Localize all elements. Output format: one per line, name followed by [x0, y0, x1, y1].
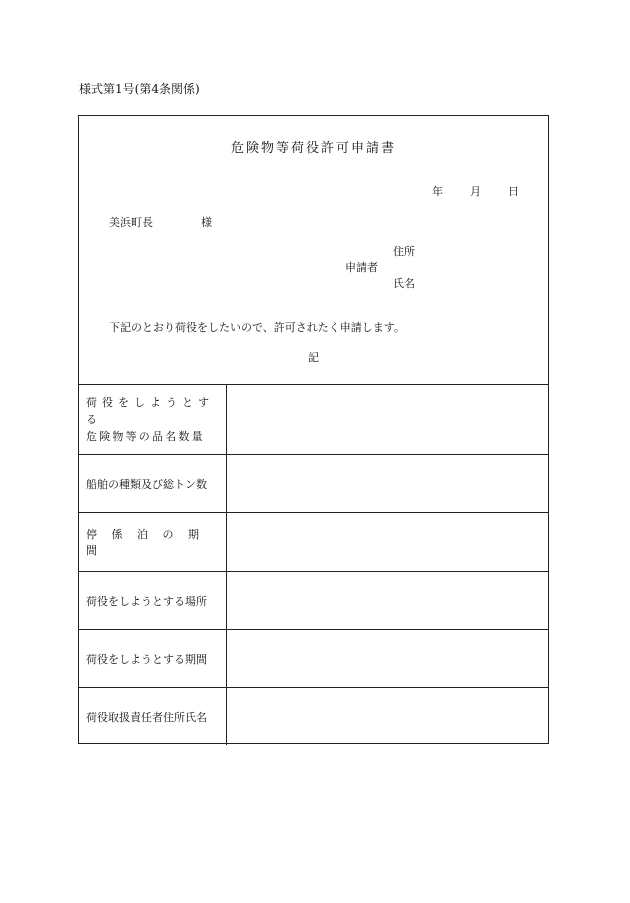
date-year-label: 年	[432, 185, 443, 198]
table-row	[79, 455, 548, 513]
row-label-line1: 荷役をしようとする	[86, 396, 214, 426]
addressee	[109, 214, 212, 230]
addressee-name: 美浜町長	[109, 216, 153, 229]
row-label-vessel: 船舶の種類及び総トン数	[79, 455, 227, 512]
applicant-address-label: 住所	[393, 245, 415, 258]
row-label-handling-period: 荷役をしようとする期間	[79, 630, 227, 687]
table-row	[79, 513, 548, 572]
row-label-goods	[79, 385, 227, 454]
form-number: 様式第1号(第4条関係)	[79, 82, 200, 96]
form-header	[79, 116, 548, 385]
table-row	[79, 572, 548, 630]
applicant-label: 申請者	[345, 261, 378, 274]
table-row	[79, 630, 548, 688]
application-form	[78, 115, 549, 744]
ki-heading: 記	[308, 351, 319, 364]
table-row	[79, 688, 548, 745]
place-value-cell[interactable]	[227, 572, 548, 629]
date-row	[432, 183, 518, 199]
request-statement: 下記のとおり荷役をしたいので、許可されたく申請します。	[109, 321, 405, 334]
date-day-label: 日	[508, 185, 519, 198]
mooring-period-value-cell[interactable]	[227, 513, 548, 571]
row-label-mooring-period: 停係泊の期間	[79, 513, 227, 571]
date-month-label: 月	[470, 185, 481, 198]
responsible-person-value-cell[interactable]	[227, 688, 548, 745]
addressee-honorific: 様	[201, 216, 212, 229]
vessel-value-cell[interactable]	[227, 455, 548, 512]
table-row	[79, 385, 548, 455]
row-label-responsible-person: 荷役取扱責任者住所氏名	[79, 688, 227, 745]
handling-period-value-cell[interactable]	[227, 630, 548, 687]
row-label-line2: 危険物等の品名数量	[86, 430, 205, 443]
applicant-name-label: 氏名	[393, 277, 415, 290]
form-title: 危険物等荷役許可申請書	[230, 141, 396, 156]
row-label-place: 荷役をしようとする場所	[79, 572, 227, 629]
goods-value-cell[interactable]	[227, 385, 548, 454]
